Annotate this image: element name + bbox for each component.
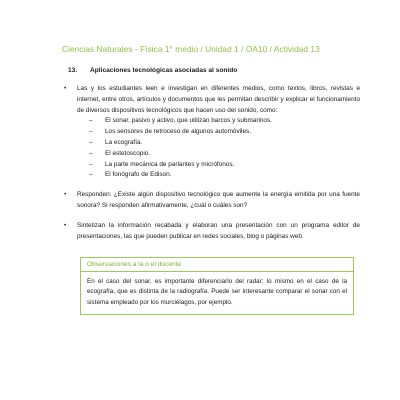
dash-icon: –	[89, 160, 93, 168]
activity-title: Aplicaciones tecnológicas asociadas al sonido	[90, 67, 238, 74]
sub-list-item: – El fonógrafo de Edison.	[77, 170, 360, 181]
teacher-observations-box	[80, 257, 354, 315]
bullet-item-question	[62, 190, 360, 212]
dash-icon: –	[89, 171, 93, 179]
activity-bullet-list	[62, 84, 360, 242]
bullet-text: Sintetizan la información recabada y elaboran una presentación con un programa editor de presentaciones, las que pueden publicar en redes sociales, blog o páginas web.	[77, 221, 360, 240]
bullet-text: Responden: ¿Existe algún dispositivo tecnológico que aumente la energía emitida por una fuente sonora? Si responden afirmativamente, ¿cuál o cuáles son?	[77, 191, 360, 209]
bullet-dot-icon: •	[64, 85, 67, 92]
page-header-breadcrumb: Ciencias Naturales - Física 1° medio / Unidad 1 / OA10 / Actividad 13	[62, 45, 320, 54]
sub-list-item: – El sonar, pasivo y activo, que utilizan barcos y submarinos.	[77, 116, 360, 127]
activity-heading	[68, 67, 237, 74]
sub-list-item: – Los sensores de retroceso de algunos automóviles.	[77, 127, 360, 138]
dash-icon: –	[89, 128, 93, 136]
dash-icon: –	[89, 117, 93, 125]
observations-title: Observaciones a la o el docente	[81, 258, 353, 272]
bullet-text: Las y los estudiantes leen e investigan en diferentes medios, como textos, libros, revistas e internet, entre otros, artículos y documentos que les permitan describir y explicar el funcionamiento de diversos dispositivos tecnológicos que hacen uso del sonido, como:	[77, 85, 360, 114]
sub-list-item: – La ecografía.	[77, 138, 360, 149]
bullet-dot-icon: •	[64, 221, 67, 229]
bullet-item-research	[62, 84, 360, 181]
device-sub-list	[77, 116, 360, 181]
bullet-item-presentation	[62, 221, 360, 243]
dash-icon: –	[89, 138, 93, 146]
dash-icon: –	[89, 149, 93, 157]
sub-list-item: – El estetoscopio.	[77, 149, 360, 160]
sub-list-item: – La parte mecánica de parlantes y micrófonos.	[77, 160, 360, 171]
activity-number: 13.	[68, 67, 78, 74]
observations-body: En el caso del sonar, es importante diferenciarlo del radar; lo mismo en el caso de la ecografía, que es distinta de la radiografía. Puede ser interesante comparar el sonar con el sistema empleado por los murciélagos, por ejemplo.	[87, 278, 347, 306]
bullet-dot-icon: •	[64, 191, 67, 199]
